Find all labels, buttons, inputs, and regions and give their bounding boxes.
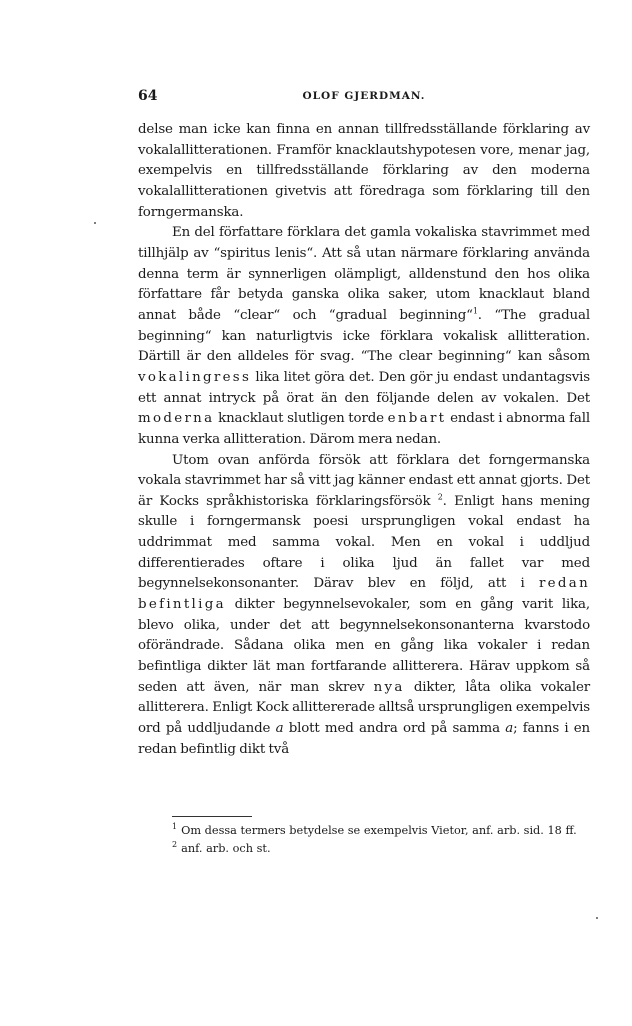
paragraph-2-text: En del författare förklara det gamla vokaliska stavrimmet med tillhjälp av “spiritus lenis“. Att så utan närmare förklaring använda denna term är synnerligen olämpligt, alldenstund den hos olika författare får betyda ganska olika saker, utom knacklaut bland annat både “clear“ och “gradual beginning“ xyxy=(138,225,590,323)
footnote-text: Om dessa termers betydelse se exempelvis Vietor, anf. arb. sid. 18 ff. xyxy=(181,824,577,837)
footnote-text: anf. arb. och st. xyxy=(181,842,271,855)
emphasized-term: vokalingress xyxy=(138,369,252,385)
emphasized-term: enbart xyxy=(387,411,447,427)
footnote-ref-1: 1 xyxy=(472,306,478,316)
page-header xyxy=(138,88,590,108)
paragraph-3-text: ; fanns i en redan befintlig dikt två xyxy=(138,721,591,757)
paragraph-2 xyxy=(138,223,590,450)
vowel-symbol: a xyxy=(275,721,284,737)
page-number: 64 xyxy=(138,88,158,104)
body-text xyxy=(138,120,590,760)
footnotes xyxy=(138,822,590,858)
scan-speck xyxy=(94,222,96,224)
paragraph-2-text: knacklaut slutligen torde xyxy=(218,411,384,427)
paragraph-3 xyxy=(138,451,590,761)
paragraph-2-text: endast i abnorma fall kunna verka allitteration. Därom mera nedan. xyxy=(138,411,591,447)
emphasized-term: nya xyxy=(373,679,405,695)
emphasized-term: moderna xyxy=(138,411,215,427)
vowel-symbol: a xyxy=(505,721,514,737)
paragraph-2-text: lika litet göra det. Den gör ju endast undantagsvis ett annat intryck på örat än den följande delen av vokalen. Det xyxy=(138,369,590,406)
paragraph-1: delse man icke kan finna en annan tillfredsställande förklaring av vokalallitterationen. Framför knacklautshypotesen vore, menar jag, exempelvis en tillfredsställande förklaring av den moderna vokalallitterationen givetvis att föredraga som förklaring till den forngermanska. xyxy=(138,122,590,220)
footnote-2 xyxy=(138,840,590,858)
paragraph-3-text: Utom ovan anförda försök att förklara det forngermanska vokala stavrimmet har så vitt jag känner endast ett annat gjorts. Det är Kocks språkhistoriska förklaringsförsök xyxy=(138,452,590,509)
running-head: OLOF GJERDMAN. xyxy=(302,90,426,102)
paragraph-3-text: blott med andra ord på samma xyxy=(288,721,500,737)
footnote-mark: 1 xyxy=(172,822,178,832)
emphasized-term: redan befintliga xyxy=(138,576,590,613)
footnote-mark: 2 xyxy=(172,840,178,850)
footnote-1 xyxy=(138,822,590,840)
paragraph-3-text: . Enligt hans mening skulle i forngermansk poesi ursprungligen vokal endast ha uddrimmat med samma vokal. Men en vokal i uddljud differentierades oftare i olika ljud än fallet var med begynnelsekonsonanter. Därav blev en följd, att i xyxy=(138,493,590,592)
scan-speck xyxy=(596,917,598,919)
footnote-ref-2: 2 xyxy=(437,492,443,502)
paragraph-3-text: dikter, låta olika vokaler allitterera. Enligt Kock allittererade alltså ursprungligen exempelvis ord på uddljudande xyxy=(138,679,591,737)
paragraph-3-text: dikter begynnelsevokaler, som en gång varit lika, blevo olika, under det att begynnelsekonsonanterna kvarstodo oförändrade. Sådana olika men en gång lika vokaler i redan befintliga dikter lät man fortfarande allitterera. Härav uppkom så seden att även, när man skrev xyxy=(138,597,590,695)
footnote-divider xyxy=(172,816,252,817)
paragraph-2-text: . “The gradual beginning“ kan naturligtvis icke förklara vokalisk allitteration. Därtill är den alldeles för svag. “The clear beginning“ kan såsom xyxy=(138,307,590,365)
